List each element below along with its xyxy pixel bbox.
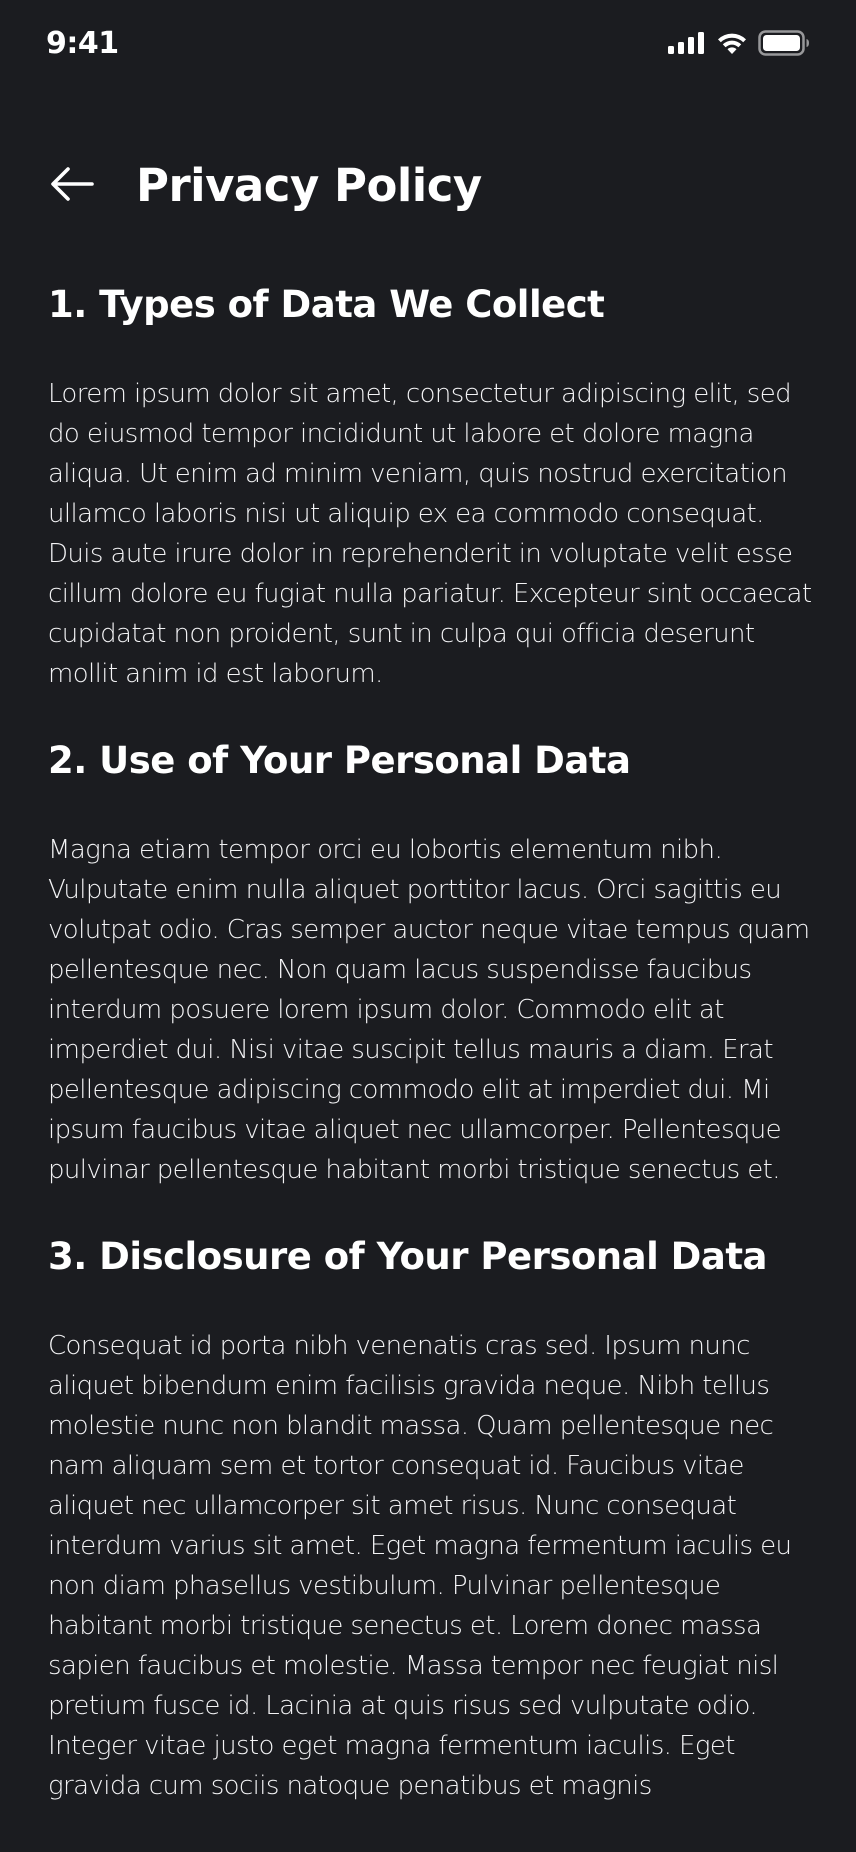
policy-content: [48, 278, 814, 1806]
cellular-signal-icon: [668, 32, 706, 54]
section-body: Consequat id porta nibh venenatis cras sed. Ipsum nunc aliquet bibendum enim facilisis gravida neque. Nibh tellus molestie nunc non blandit massa. Quam pellentesque nec nam aliquam sem et tortor consequat id. Faucibus vitae aliquet nec ullamcorper sit amet risus. Nunc consequat interdum varius sit amet. Eget magna fermentum iaculis eu non diam phasellus vestibulum. Pulvinar pellentesque habitant morbi tristique senectus et. Lorem donec massa sapien faucibus et molestie. Massa tempor nec feugiat nisl pretium fusce id. Lacinia at quis risus sed vulputate odio. Integer vitae justo eget magna fermentum iaculis. Eget gravida cum sociis natoque penatibus et magnis: [48, 1331, 792, 1801]
section-use-of-data: [48, 734, 814, 1190]
back-button[interactable]: [48, 162, 96, 210]
section-heading: 3. Disclosure of Your Personal Data: [48, 1235, 768, 1278]
wifi-icon: [716, 31, 748, 55]
section-body: Lorem ipsum dolor sit amet, consectetur adipiscing elit, sed do eiusmod tempor incididunt ut labore et dolore magna aliqua. Ut enim ad minim veniam, quis nostrud exercitation ullamco laboris nisi ut aliquip ex ea commodo consequat. Duis aute irure dolor in reprehenderit in voluptate velit esse cillum dolore eu fugiat nulla pariatur. Excepteur sint occaecat cupidatat non proident, sunt in culpa qui officia deserunt mollit anim id est laborum.: [48, 379, 812, 689]
status-bar: [0, 0, 856, 92]
status-time: 9:41: [46, 26, 119, 61]
status-icons: [668, 30, 810, 56]
section-types-of-data: [48, 278, 814, 694]
battery-icon: [758, 30, 810, 56]
section-heading: 2. Use of Your Personal Data: [48, 739, 631, 782]
section-disclosure-of-data: [48, 1230, 814, 1806]
arrow-left-icon: [50, 166, 94, 206]
page-title: Privacy Policy: [136, 159, 482, 212]
header: [0, 150, 856, 220]
section-body: Magna etiam tempor orci eu lobortis elementum nibh. Vulputate enim nulla aliquet porttitor lacus. Orci sagittis eu volutpat odio. Cras semper auctor neque vitae tempus quam pellentesque nec. Non quam lacus suspendisse faucibus interdum posuere lorem ipsum dolor. Commodo elit at imperdiet dui. Nisi vitae suscipit tellus mauris a diam. Erat pellentesque adipiscing commodo elit at imperdiet dui. Mi ipsum faucibus vitae aliquet nec ullamcorper. Pellentesque pulvinar pellentesque habitant morbi tristique senectus et.: [48, 835, 810, 1185]
section-heading: 1. Types of Data We Collect: [48, 283, 605, 326]
